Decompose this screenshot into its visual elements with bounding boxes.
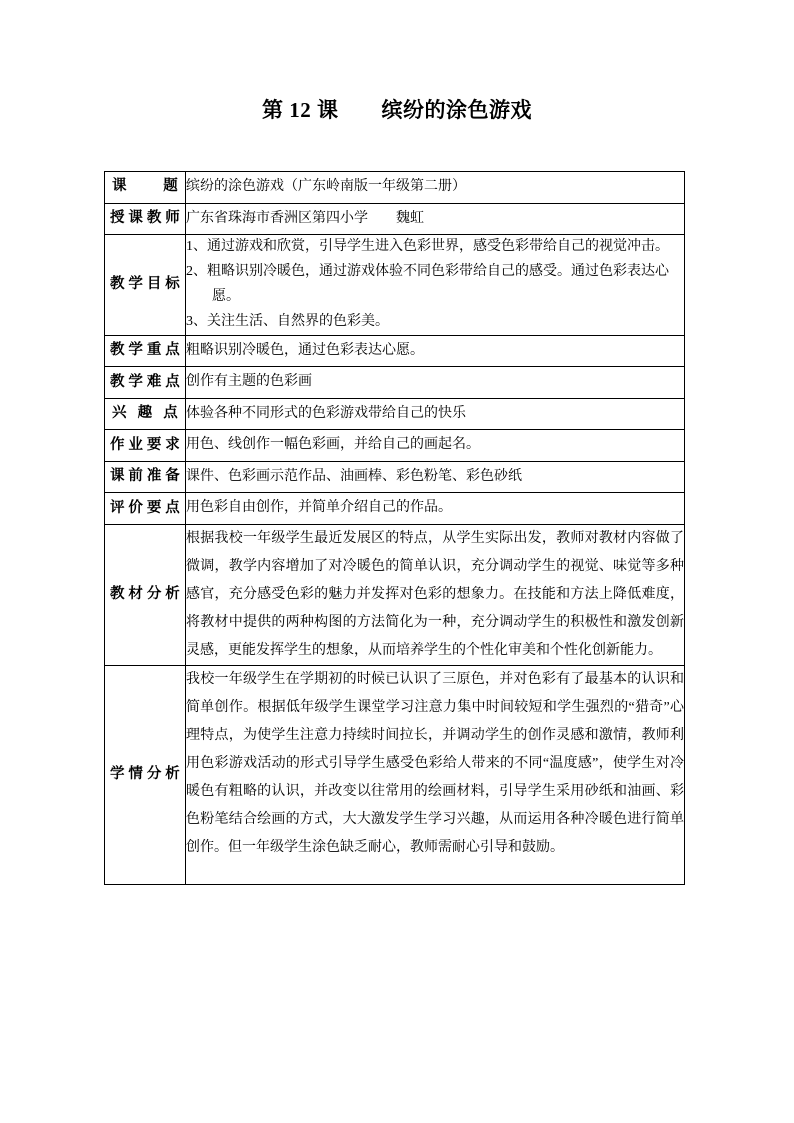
row-label-key-point: [105, 335, 186, 367]
row-value-assignment: 用色、线创作一幅色彩画，并给自己的画起名。: [186, 430, 685, 462]
table-row: [105, 367, 685, 399]
row-label-text: 课前准备: [110, 468, 180, 484]
page-title: 第 12 课 缤纷的涂色游戏: [262, 98, 532, 122]
table-row: [105, 398, 685, 430]
table-row: [105, 430, 685, 462]
row-value-teacher: 广东省珠海市香洲区第四小学 魏虹: [186, 203, 685, 235]
row-label-student-analysis: [105, 665, 186, 884]
table-row: [105, 665, 685, 884]
row-label-text: 教材分析: [110, 585, 180, 602]
row-label-teacher: [105, 203, 186, 235]
list-item: 2、粗略识别冷暖色，通过游戏体验不同色彩带给自己的感受。通过色彩表达心愿。: [186, 263, 669, 304]
table-row: [105, 524, 685, 665]
row-label-text: 教学难点: [110, 373, 180, 390]
row-label-objectives: [105, 235, 186, 336]
row-label-text: 兴趣点: [112, 405, 178, 421]
row-label-text: 教学重点: [110, 342, 180, 358]
row-label-evaluation: [105, 493, 186, 525]
row-label-topic: [105, 172, 186, 204]
row-label-text: 教学目标: [110, 275, 180, 292]
table-row: [105, 461, 685, 493]
table-row: [105, 172, 685, 204]
row-value-key-point: 粗略识别冷暖色，通过色彩表达心愿。: [186, 335, 685, 367]
row-value-preparation: 课件、色彩画示范作品、油画棒、彩色粉笔、彩色砂纸: [186, 461, 685, 493]
table-row: [105, 335, 685, 367]
list-item: 1、通过游戏和欣赏，引导学生进入色彩世界，感受色彩带给自己的视觉冲击。: [186, 239, 669, 254]
row-label-interest: [105, 398, 186, 430]
row-label-text: 作业要求: [110, 436, 180, 453]
row-label-difficulty: [105, 367, 186, 399]
table-row: [105, 235, 685, 336]
row-value-material-analysis: 根据我校一年级学生最近发展区的特点，从学生实际出发，教师对教材内容做了微调，教学内容增加了对冷暖色的简单认识，充分调动学生的视觉、味觉等多种感官，充分感受色彩的魅力并发挥对色彩的想象力。在技能和方法上降低难度，将教材中提供的两种构图的方法简化为一种，充分调动学生的积极性和激发创新灵感，更能发挥学生的想象，从而培养学生的个性化审美和个性化创新能力。: [186, 524, 685, 665]
lesson-plan-table: [104, 171, 685, 885]
row-value-topic: 缤纷的涂色游戏（广东岭南版一年级第二册）: [186, 172, 685, 204]
row-value-objectives: [186, 235, 685, 336]
table-row: [105, 493, 685, 525]
row-value-student-analysis: 我校一年级学生在学期初的时候已认识了三原色，并对色彩有了最基本的认识和简单创作。根据低年级学生课堂学习注意力集中时间较短和学生强烈的“猎奇”心理特点，为使学生注意力持续时间拉长，并调动学生的创作灵感和激情，教师利用色彩游戏活动的形式引导学生感受色彩给人带来的不同“温度感”，使学生对冷暖色有粗略的认识，并改变以往常用的绘画材料，引导学生采用砂纸和油画、彩色粉笔结合绘画的方式，大大激发学生学习兴趣，从而运用各种冷暖色进行简单创作。但一年级学生涂色缺乏耐心，教师需耐心引导和鼓励。: [186, 665, 685, 884]
row-label-preparation: [105, 461, 186, 493]
list-item: 3、关注生活、自然界的色彩美。: [186, 313, 389, 329]
row-value-evaluation: 用色彩自由创作，并简单介绍自己的作品。: [186, 493, 685, 525]
row-label-text: 授课教师: [110, 209, 180, 226]
row-value-difficulty: 创作有主题的色彩画: [186, 367, 685, 399]
row-label-text: 学情分析: [110, 765, 180, 782]
row-label-text: 评价要点: [110, 499, 180, 516]
row-label-assignment: [105, 430, 186, 462]
row-value-interest: 体验各种不同形式的色彩游戏带给自己的快乐: [186, 398, 685, 430]
row-label-text: 课题: [112, 178, 178, 195]
table-row: [105, 203, 685, 235]
row-label-material-analysis: [105, 524, 186, 665]
